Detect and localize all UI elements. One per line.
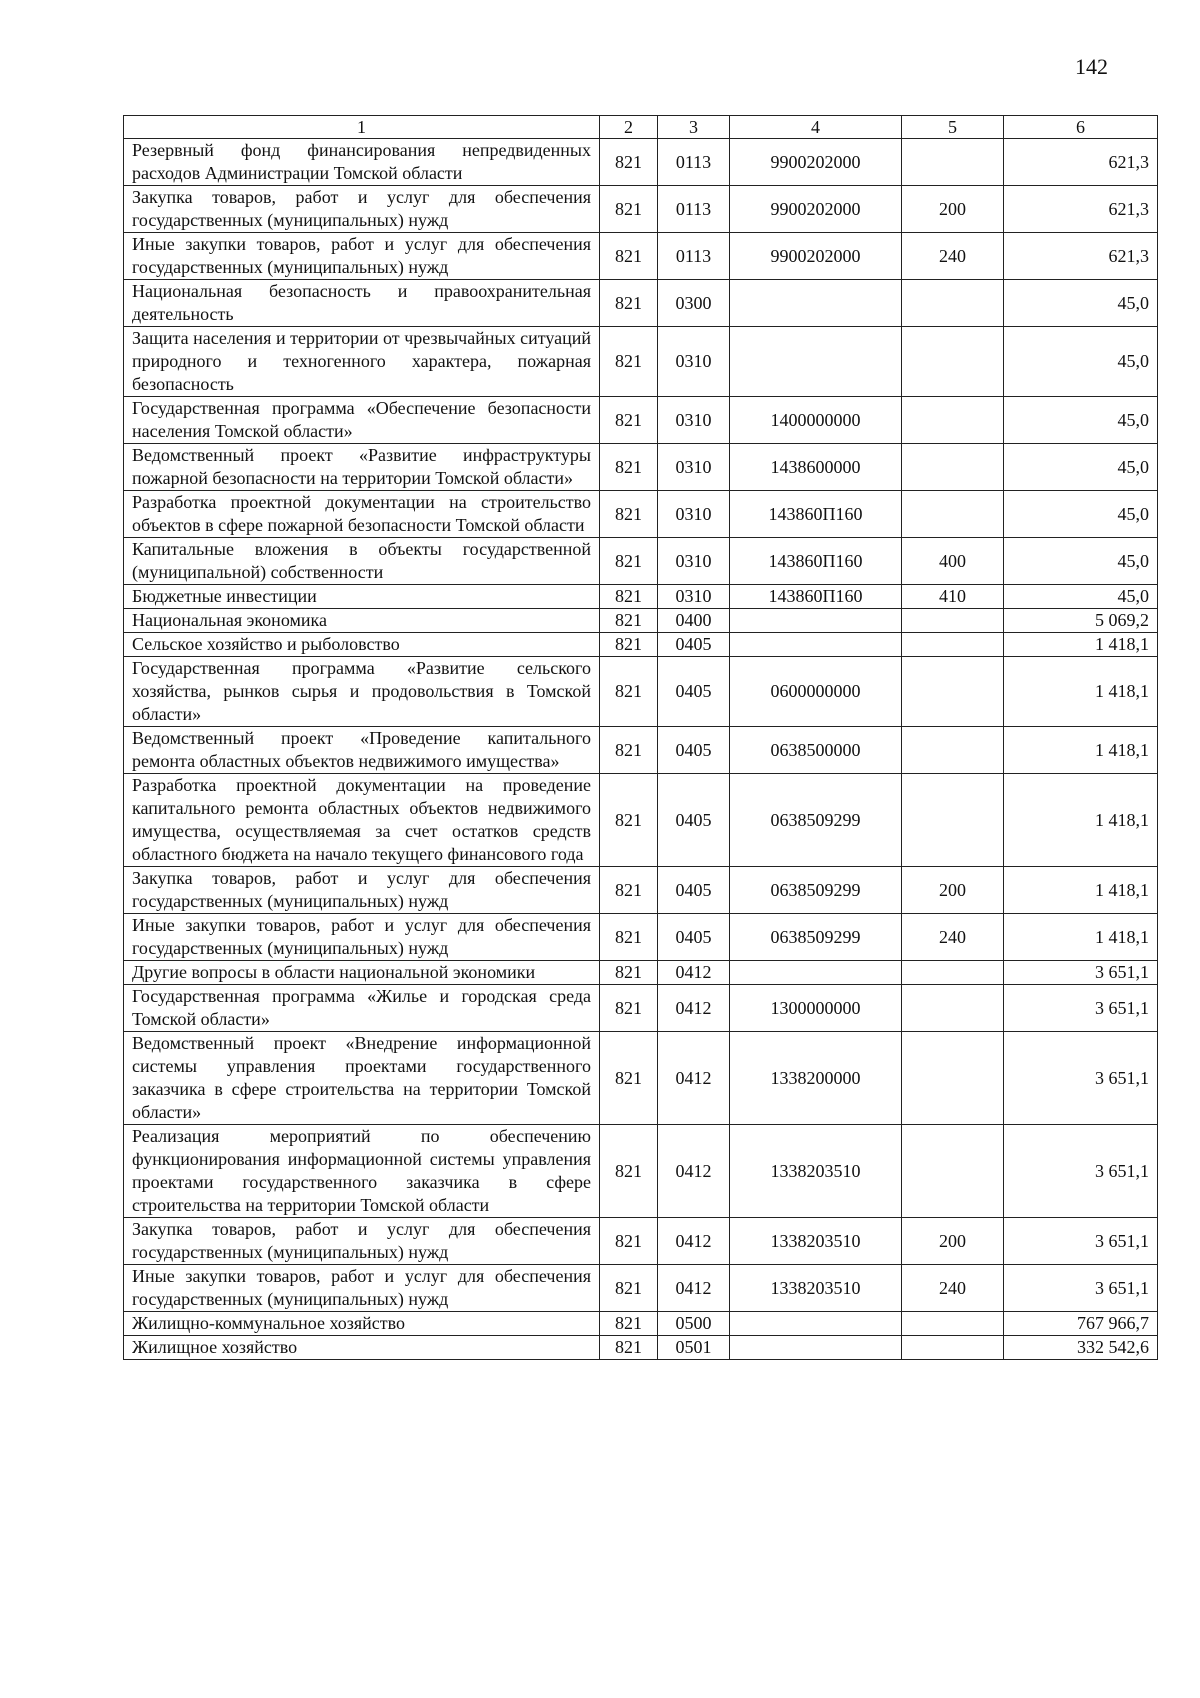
amount-cell: 3 651,1: [1004, 985, 1158, 1032]
target-article-cell: 0600000000: [730, 657, 902, 727]
target-article-cell: 1338200000: [730, 1032, 902, 1125]
item-name-cell: Разработка проектной документации на строительство объектов в сфере пожарной безопасности Томской области: [124, 491, 600, 538]
table-row: [124, 1218, 1158, 1265]
item-name-cell: Государственная программа «Развитие сельского хозяйства, рынков сырья и продовольствия в Томской области»: [124, 657, 600, 727]
table-row: [124, 914, 1158, 961]
column-header: 4: [730, 116, 902, 139]
target-article-cell: [730, 961, 902, 985]
table-row: [124, 1336, 1158, 1360]
target-article-cell: 9900202000: [730, 233, 902, 280]
section-code-cell: 0405: [658, 727, 730, 774]
section-code-cell: 0400: [658, 609, 730, 633]
target-article-cell: 0638509299: [730, 914, 902, 961]
section-code-cell: 0405: [658, 914, 730, 961]
item-name-cell: Жилищное хозяйство: [124, 1336, 600, 1360]
table-row: [124, 1032, 1158, 1125]
item-name-cell: Сельское хозяйство и рыболовство: [124, 633, 600, 657]
section-code-cell: 0405: [658, 774, 730, 867]
item-name-cell: Жилищно-коммунальное хозяйство: [124, 1312, 600, 1336]
section-code-cell: 0310: [658, 327, 730, 397]
expense-type-cell: [902, 327, 1004, 397]
table-body: [124, 139, 1158, 1360]
table-row: [124, 985, 1158, 1032]
department-code-cell: 821: [600, 233, 658, 280]
expense-type-cell: [902, 1125, 1004, 1218]
section-code-cell: 0310: [658, 585, 730, 609]
table-row: [124, 280, 1158, 327]
amount-cell: 1 418,1: [1004, 657, 1158, 727]
target-article-cell: 0638509299: [730, 774, 902, 867]
table-row: [124, 961, 1158, 985]
column-header: 6: [1004, 116, 1158, 139]
amount-cell: 621,3: [1004, 139, 1158, 186]
section-code-cell: 0405: [658, 633, 730, 657]
item-name-cell: Ведомственный проект «Проведение капитального ремонта областных объектов недвижимого имущества»: [124, 727, 600, 774]
section-code-cell: 0310: [658, 538, 730, 585]
section-code-cell: 0310: [658, 491, 730, 538]
expense-type-cell: 240: [902, 914, 1004, 961]
item-name-cell: Иные закупки товаров, работ и услуг для обеспечения государственных (муниципальных) нужд: [124, 233, 600, 280]
item-name-cell: Ведомственный проект «Внедрение информационной системы управления проектами государственного заказчика в сфере строительства на территории Томской области»: [124, 1032, 600, 1125]
expense-type-cell: [902, 397, 1004, 444]
amount-cell: 1 418,1: [1004, 867, 1158, 914]
target-article-cell: [730, 633, 902, 657]
expense-type-cell: [902, 774, 1004, 867]
item-name-cell: Разработка проектной документации на проведение капитального ремонта областных объектов недвижимого имущества, осуществляемая за счет остатков средств областного бюджета на начало текущего финансового года: [124, 774, 600, 867]
expense-type-cell: [902, 1312, 1004, 1336]
column-header: 5: [902, 116, 1004, 139]
item-name-cell: Закупка товаров, работ и услуг для обеспечения государственных (муниципальных) нужд: [124, 1218, 600, 1265]
item-name-cell: Национальная экономика: [124, 609, 600, 633]
section-code-cell: 0310: [658, 397, 730, 444]
item-name-cell: Закупка товаров, работ и услуг для обеспечения государственных (муниципальных) нужд: [124, 867, 600, 914]
target-article-cell: [730, 1336, 902, 1360]
amount-cell: 3 651,1: [1004, 1265, 1158, 1312]
table-row: [124, 491, 1158, 538]
department-code-cell: 821: [600, 491, 658, 538]
amount-cell: 1 418,1: [1004, 633, 1158, 657]
item-name-cell: Национальная безопасность и правоохранительная деятельность: [124, 280, 600, 327]
expense-type-cell: 410: [902, 585, 1004, 609]
item-name-cell: Государственная программа «Жилье и городская среда Томской области»: [124, 985, 600, 1032]
department-code-cell: 821: [600, 985, 658, 1032]
target-article-cell: 1338203510: [730, 1265, 902, 1312]
table-row: [124, 633, 1158, 657]
target-article-cell: 9900202000: [730, 186, 902, 233]
expense-type-cell: [902, 657, 1004, 727]
table-row: [124, 867, 1158, 914]
amount-cell: 621,3: [1004, 186, 1158, 233]
table-row: [124, 1265, 1158, 1312]
amount-cell: 45,0: [1004, 444, 1158, 491]
target-article-cell: 143860П160: [730, 491, 902, 538]
expense-type-cell: [902, 139, 1004, 186]
department-code-cell: 821: [600, 657, 658, 727]
page-number: 142: [1075, 54, 1108, 79]
table-row: [124, 609, 1158, 633]
amount-cell: 45,0: [1004, 397, 1158, 444]
target-article-cell: 1300000000: [730, 985, 902, 1032]
column-header: 3: [658, 116, 730, 139]
budget-table: [123, 115, 1158, 1360]
department-code-cell: 821: [600, 585, 658, 609]
target-article-cell: 0638509299: [730, 867, 902, 914]
target-article-cell: [730, 327, 902, 397]
table-row: [124, 186, 1158, 233]
department-code-cell: 821: [600, 867, 658, 914]
amount-cell: 3 651,1: [1004, 1032, 1158, 1125]
item-name-cell: Капитальные вложения в объекты государственной (муниципальной) собственности: [124, 538, 600, 585]
department-code-cell: 821: [600, 961, 658, 985]
section-code-cell: 0113: [658, 139, 730, 186]
expense-type-cell: [902, 961, 1004, 985]
expense-type-cell: [902, 609, 1004, 633]
amount-cell: 1 418,1: [1004, 727, 1158, 774]
department-code-cell: 821: [600, 633, 658, 657]
section-code-cell: 0113: [658, 233, 730, 280]
section-code-cell: 0501: [658, 1336, 730, 1360]
expense-type-cell: [902, 280, 1004, 327]
expense-type-cell: 200: [902, 1218, 1004, 1265]
department-code-cell: 821: [600, 444, 658, 491]
department-code-cell: 821: [600, 774, 658, 867]
department-code-cell: 821: [600, 609, 658, 633]
section-code-cell: 0405: [658, 867, 730, 914]
table-row: [124, 727, 1158, 774]
item-name-cell: Государственная программа «Обеспечение безопасности населения Томской области»: [124, 397, 600, 444]
department-code-cell: 821: [600, 538, 658, 585]
item-name-cell: Ведомственный проект «Развитие инфраструктуры пожарной безопасности на территории Томской области»: [124, 444, 600, 491]
department-code-cell: 821: [600, 1336, 658, 1360]
section-code-cell: 0412: [658, 1218, 730, 1265]
department-code-cell: 821: [600, 1125, 658, 1218]
table-row: [124, 444, 1158, 491]
department-code-cell: 821: [600, 914, 658, 961]
table-row: [124, 233, 1158, 280]
expense-type-cell: [902, 1336, 1004, 1360]
amount-cell: 1 418,1: [1004, 914, 1158, 961]
target-article-cell: [730, 1312, 902, 1336]
target-article-cell: 143860П160: [730, 585, 902, 609]
target-article-cell: [730, 609, 902, 633]
department-code-cell: 821: [600, 186, 658, 233]
department-code-cell: 821: [600, 397, 658, 444]
amount-cell: 45,0: [1004, 491, 1158, 538]
table-row: [124, 657, 1158, 727]
expense-type-cell: 400: [902, 538, 1004, 585]
item-name-cell: Иные закупки товаров, работ и услуг для обеспечения государственных (муниципальных) нужд: [124, 1265, 600, 1312]
target-article-cell: 1438600000: [730, 444, 902, 491]
target-article-cell: 9900202000: [730, 139, 902, 186]
table-row: [124, 585, 1158, 609]
amount-cell: 45,0: [1004, 585, 1158, 609]
table-row: [124, 538, 1158, 585]
section-code-cell: 0310: [658, 444, 730, 491]
amount-cell: 332 542,6: [1004, 1336, 1158, 1360]
item-name-cell: Резервный фонд финансирования непредвиденных расходов Администрации Томской области: [124, 139, 600, 186]
amount-cell: 45,0: [1004, 280, 1158, 327]
department-code-cell: 821: [600, 727, 658, 774]
amount-cell: 3 651,1: [1004, 1218, 1158, 1265]
expense-type-cell: [902, 491, 1004, 538]
item-name-cell: Бюджетные инвестиции: [124, 585, 600, 609]
expense-type-cell: 200: [902, 867, 1004, 914]
table-row: [124, 774, 1158, 867]
amount-cell: 45,0: [1004, 327, 1158, 397]
section-code-cell: 0500: [658, 1312, 730, 1336]
expense-type-cell: [902, 633, 1004, 657]
expense-type-cell: 240: [902, 233, 1004, 280]
item-name-cell: Иные закупки товаров, работ и услуг для обеспечения государственных (муниципальных) нужд: [124, 914, 600, 961]
target-article-cell: 143860П160: [730, 538, 902, 585]
section-code-cell: 0412: [658, 985, 730, 1032]
section-code-cell: 0113: [658, 186, 730, 233]
table-row: [124, 1312, 1158, 1336]
expense-type-cell: [902, 1032, 1004, 1125]
table-row: [124, 327, 1158, 397]
table-row: [124, 1125, 1158, 1218]
item-name-cell: Другие вопросы в области национальной экономики: [124, 961, 600, 985]
section-code-cell: 0300: [658, 280, 730, 327]
amount-cell: 45,0: [1004, 538, 1158, 585]
section-code-cell: 0412: [658, 1125, 730, 1218]
department-code-cell: 821: [600, 139, 658, 186]
section-code-cell: 0412: [658, 961, 730, 985]
section-code-cell: 0412: [658, 1032, 730, 1125]
section-code-cell: 0412: [658, 1265, 730, 1312]
amount-cell: 1 418,1: [1004, 774, 1158, 867]
item-name-cell: Защита населения и территории от чрезвычайных ситуаций природного и техногенного характера, пожарная безопасность: [124, 327, 600, 397]
table-row: [124, 397, 1158, 444]
item-name-cell: Закупка товаров, работ и услуг для обеспечения государственных (муниципальных) нужд: [124, 186, 600, 233]
section-code-cell: 0405: [658, 657, 730, 727]
amount-cell: 767 966,7: [1004, 1312, 1158, 1336]
target-article-cell: 1338203510: [730, 1218, 902, 1265]
table-row: [124, 139, 1158, 186]
amount-cell: 5 069,2: [1004, 609, 1158, 633]
column-header: 2: [600, 116, 658, 139]
expense-type-cell: 200: [902, 186, 1004, 233]
target-article-cell: 1400000000: [730, 397, 902, 444]
header-row: [124, 116, 1158, 139]
item-name-cell: Реализация мероприятий по обеспечению функционирования информационной системы управления проектами государственного заказчика в сфере строительства на территории Томской области: [124, 1125, 600, 1218]
target-article-cell: 0638500000: [730, 727, 902, 774]
amount-cell: 621,3: [1004, 233, 1158, 280]
department-code-cell: 821: [600, 280, 658, 327]
department-code-cell: 821: [600, 1218, 658, 1265]
expense-type-cell: [902, 444, 1004, 491]
department-code-cell: 821: [600, 327, 658, 397]
target-article-cell: 1338203510: [730, 1125, 902, 1218]
department-code-cell: 821: [600, 1265, 658, 1312]
column-header: 1: [124, 116, 600, 139]
expense-type-cell: [902, 985, 1004, 1032]
department-code-cell: 821: [600, 1032, 658, 1125]
amount-cell: 3 651,1: [1004, 1125, 1158, 1218]
department-code-cell: 821: [600, 1312, 658, 1336]
expense-type-cell: [902, 727, 1004, 774]
expense-type-cell: 240: [902, 1265, 1004, 1312]
target-article-cell: [730, 280, 902, 327]
amount-cell: 3 651,1: [1004, 961, 1158, 985]
